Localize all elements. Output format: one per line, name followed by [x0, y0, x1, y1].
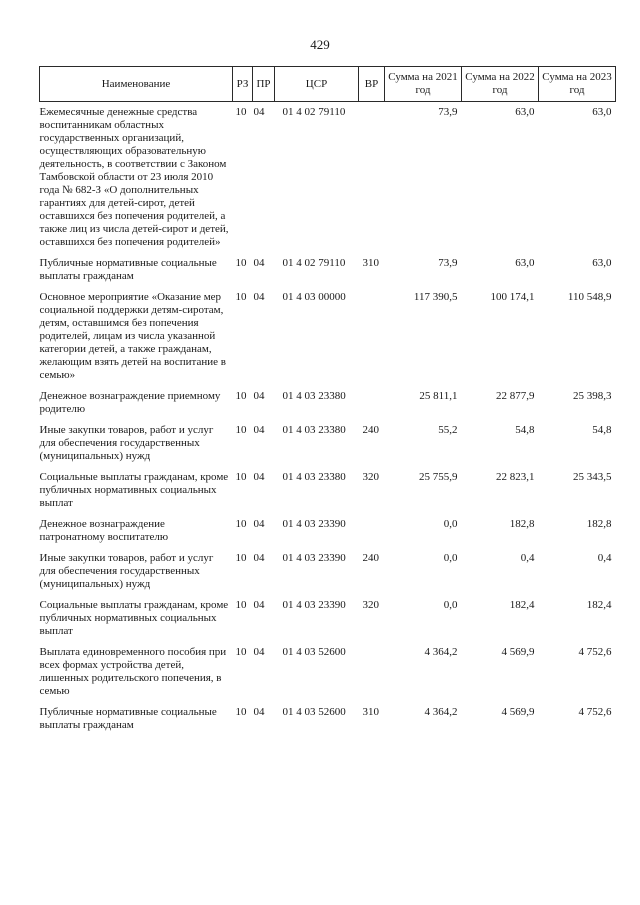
- row-rz: 10: [235, 706, 247, 718]
- row-name: Выплата единовременного пособия при всех формах устройства детей, лишенных родительского попечения, в семью: [39, 646, 227, 697]
- row-csr: 01 4 03 23390: [282, 518, 346, 530]
- row-rz: 10: [235, 646, 247, 658]
- row-sum-2023: 110 548,9: [567, 291, 612, 303]
- row-sum-2023: 54,8: [592, 424, 612, 436]
- row-sum-2023: 25 398,3: [573, 390, 612, 402]
- row-csr: 01 4 03 23380: [282, 424, 346, 436]
- row-vr: 320: [362, 471, 379, 483]
- row-sum-2022: 22 877,9: [496, 390, 535, 402]
- header-sum-2022: Сумма на 2022 год: [462, 67, 539, 102]
- row-rz: 10: [235, 291, 247, 303]
- header-csr: ЦСР: [275, 67, 359, 102]
- row-sum-2023: 63,0: [592, 257, 612, 269]
- table-row: [40, 283, 616, 382]
- row-vr: 310: [362, 257, 379, 269]
- row-csr: 01 4 03 23380: [282, 471, 346, 483]
- row-sum-2022: 4 569,9: [501, 706, 535, 718]
- table-row: [40, 382, 616, 416]
- row-sum-2022: 182,8: [509, 518, 535, 530]
- row-name: Социальные выплаты гражданам, кроме публичных нормативных социальных выплат: [39, 471, 229, 509]
- table-row: [40, 698, 616, 732]
- table-body: [40, 102, 616, 733]
- row-sum-2022: 100 174,1: [490, 291, 535, 303]
- row-name: Денежное вознаграждение патронатному воспитателю: [39, 518, 169, 543]
- row-sum-2022: 4 569,9: [501, 646, 535, 658]
- row-vr: [359, 102, 385, 250]
- table-row: [40, 416, 616, 463]
- table-row: [40, 102, 616, 250]
- row-sum-2023: 4 752,6: [578, 706, 612, 718]
- row-sum-2021: 0,0: [443, 518, 458, 530]
- row-sum-2021: 73,9: [438, 257, 458, 269]
- row-pr: 04: [253, 518, 265, 530]
- row-vr: 240: [362, 424, 379, 436]
- row-pr: 04: [253, 106, 265, 118]
- row-rz: 10: [235, 552, 247, 564]
- row-vr: [359, 382, 385, 416]
- row-pr: 04: [253, 552, 265, 564]
- table-row: [40, 638, 616, 698]
- row-pr: 04: [253, 646, 265, 658]
- row-csr: 01 4 02 79110: [282, 106, 346, 118]
- row-vr: 240: [362, 552, 379, 564]
- row-rz: 10: [235, 424, 247, 436]
- row-sum-2023: 63,0: [592, 106, 612, 118]
- row-sum-2022: 63,0: [515, 257, 535, 269]
- row-name: Денежное вознаграждение приемному родителю: [39, 390, 221, 415]
- row-sum-2021: 73,9: [438, 106, 458, 118]
- row-pr: 04: [253, 291, 265, 303]
- row-name: Публичные нормативные социальные выплаты гражданам: [39, 257, 217, 282]
- budget-table: [39, 66, 616, 732]
- table-row: [40, 463, 616, 510]
- row-rz: 10: [235, 257, 247, 269]
- row-sum-2022: 63,0: [515, 106, 535, 118]
- table-row: [40, 591, 616, 638]
- row-name: Иные закупки товаров, работ и услуг для обеспечения государственных (муниципальных) нужд: [39, 552, 214, 590]
- row-pr: 04: [253, 706, 265, 718]
- row-name: Иные закупки товаров, работ и услуг для обеспечения государственных (муниципальных) нужд: [39, 424, 214, 462]
- row-name: Основное мероприятие «Оказание мер социальной поддержки детям-сиротам, детям, оставшимся без попечения родителей, лицам из числа указанной категории детей, а также гражданам, желающим взять детей на воспитание в семью»: [39, 291, 226, 381]
- row-rz: 10: [235, 390, 247, 402]
- row-sum-2022: 182,4: [509, 599, 535, 611]
- row-sum-2021: 0,0: [443, 552, 458, 564]
- row-vr: [359, 510, 385, 544]
- row-name: Ежемесячные денежные средства воспитанникам областных государственных организаций, осуществляющих образовательную деятельность, в соответствии с Законом Тамбовской области от 23 июля 2010 года № 682-З «О дополнительных гарантиях для детей-сирот, детей оставшихся без попечения родителей, а также лиц из числа детей-сирот и детей, оставшихся без попечения родителей»: [39, 106, 229, 248]
- row-vr: 310: [362, 706, 379, 718]
- row-rz: 10: [235, 599, 247, 611]
- header-name: Наименование: [40, 67, 233, 102]
- header-sum-2021: Сумма на 2021 год: [385, 67, 462, 102]
- header-pr: ПР: [253, 67, 275, 102]
- row-pr: 04: [253, 599, 265, 611]
- header-rz: РЗ: [233, 67, 253, 102]
- row-sum-2023: 0,4: [597, 552, 612, 564]
- row-sum-2021: 25 755,9: [419, 471, 458, 483]
- row-csr: 01 4 03 52600: [282, 646, 346, 658]
- row-sum-2021: 4 364,2: [424, 646, 458, 658]
- row-pr: 04: [253, 257, 265, 269]
- row-csr: 01 4 03 23390: [282, 599, 346, 611]
- row-pr: 04: [253, 471, 265, 483]
- row-pr: 04: [253, 424, 265, 436]
- table-row: [40, 510, 616, 544]
- row-csr: 01 4 03 23390: [282, 552, 346, 564]
- row-vr: [359, 283, 385, 382]
- table-row: [40, 249, 616, 283]
- header-vr: ВР: [359, 67, 385, 102]
- row-pr: 04: [253, 390, 265, 402]
- row-csr: 01 4 03 23380: [282, 390, 346, 402]
- table-row: [40, 544, 616, 591]
- row-sum-2022: 54,8: [515, 424, 535, 436]
- row-sum-2023: 4 752,6: [578, 646, 612, 658]
- table-header-row: [40, 67, 616, 102]
- row-csr: 01 4 03 00000: [282, 291, 346, 303]
- row-rz: 10: [235, 518, 247, 530]
- row-name: Социальные выплаты гражданам, кроме публичных нормативных социальных выплат: [39, 599, 229, 637]
- row-vr: 320: [362, 599, 379, 611]
- row-vr: [359, 638, 385, 698]
- row-sum-2021: 55,2: [438, 424, 458, 436]
- row-sum-2021: 0,0: [443, 599, 458, 611]
- row-name: Публичные нормативные социальные выплаты гражданам: [39, 706, 217, 731]
- row-sum-2023: 182,4: [586, 599, 612, 611]
- row-sum-2023: 25 343,5: [573, 471, 612, 483]
- row-sum-2022: 22 823,1: [496, 471, 535, 483]
- row-sum-2021: 4 364,2: [424, 706, 458, 718]
- row-csr: 01 4 03 52600: [282, 706, 346, 718]
- row-sum-2021: 117 390,5: [413, 291, 458, 303]
- row-sum-2021: 25 811,1: [419, 390, 458, 402]
- row-sum-2022: 0,4: [520, 552, 535, 564]
- page-number: 429: [310, 37, 330, 52]
- row-rz: 10: [235, 471, 247, 483]
- row-csr: 01 4 02 79110: [282, 257, 346, 269]
- row-sum-2023: 182,8: [586, 518, 612, 530]
- header-sum-2023: Сумма на 2023 год: [539, 67, 616, 102]
- row-rz: 10: [235, 106, 247, 118]
